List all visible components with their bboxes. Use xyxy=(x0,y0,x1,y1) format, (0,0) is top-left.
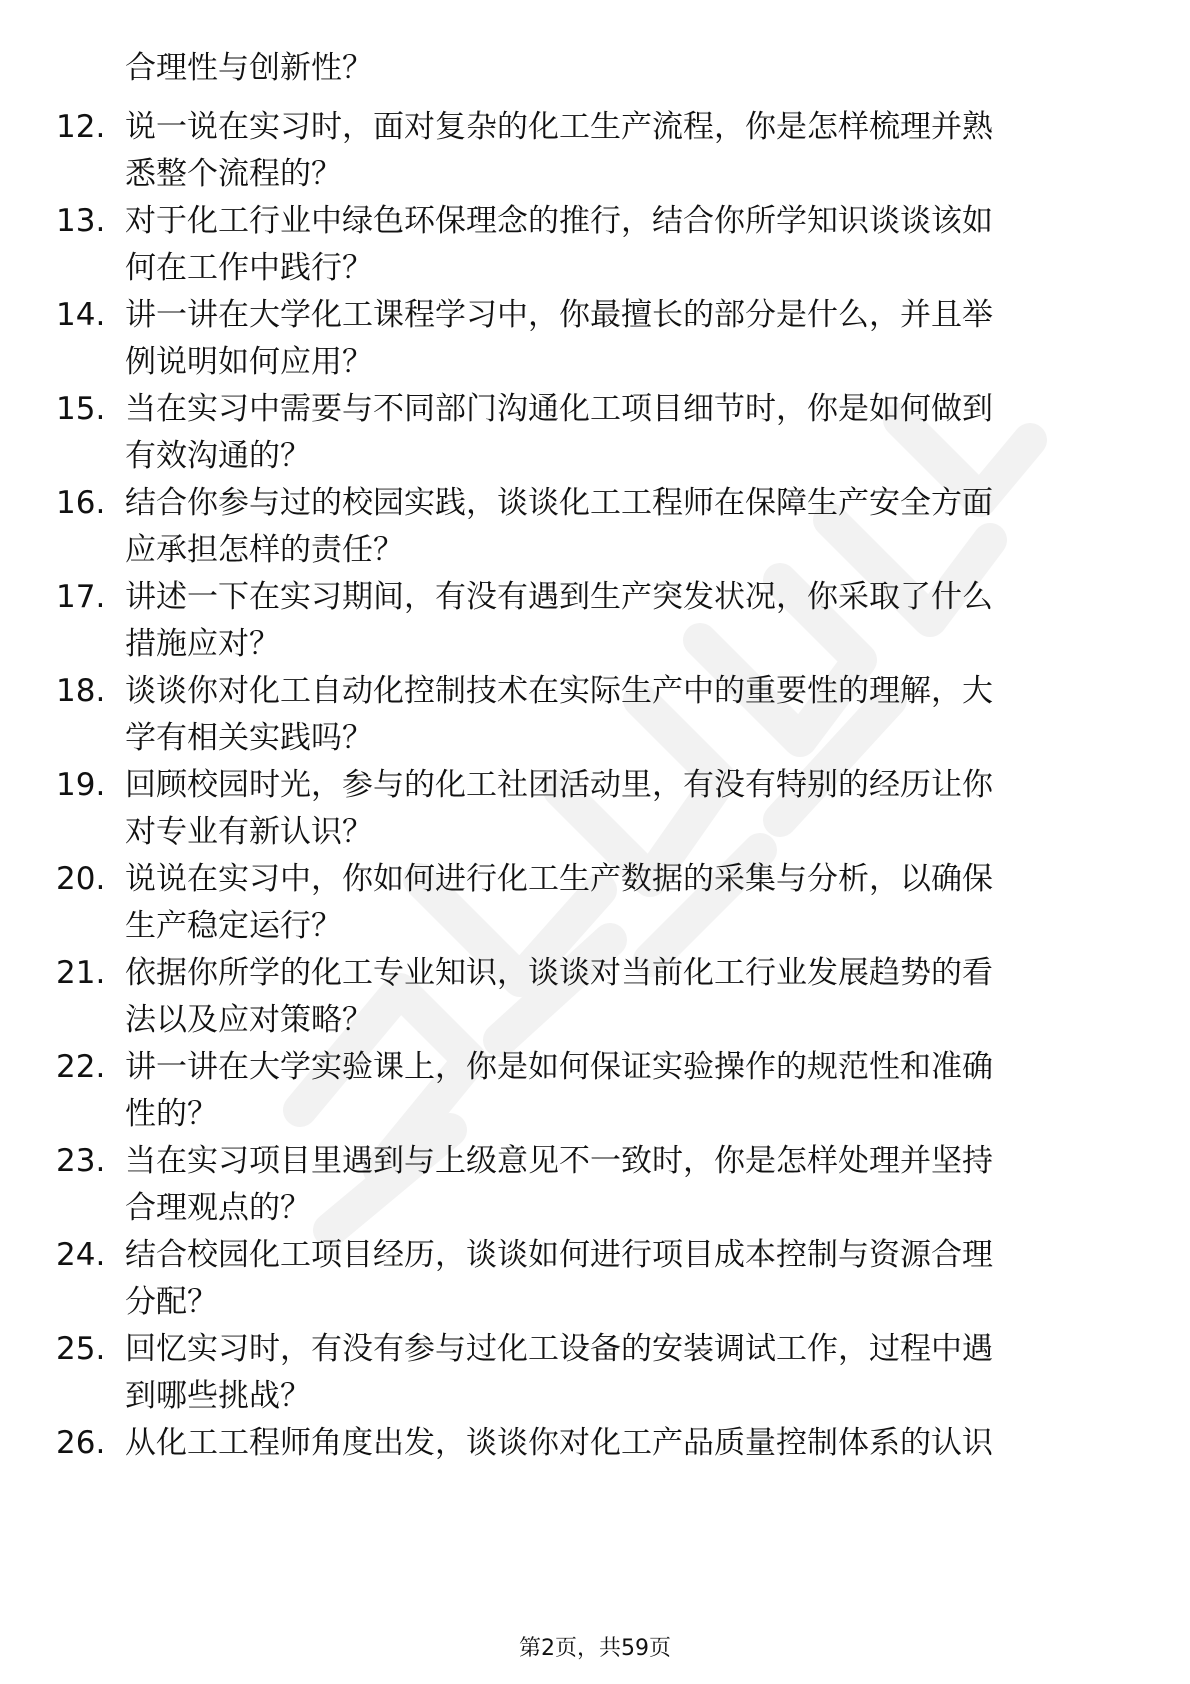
item-text-line: 措施应对？ xyxy=(125,626,280,662)
item-text-line: 回忆实习时，有没有参与过化工设备的安装调试工作，过程中遇 xyxy=(125,1331,993,1367)
item-text-line: 从化工工程师角度出发，谈谈你对化工产品质量控制体系的认识 xyxy=(125,1425,993,1461)
item-text xyxy=(125,950,1125,1044)
item-number: 20. xyxy=(56,861,106,897)
item-text-line: 讲述一下在实习期间，有没有遇到生产突发状况，你采取了什么 xyxy=(125,579,993,615)
item-text xyxy=(125,386,1125,480)
item-text xyxy=(125,1044,1125,1138)
item-text xyxy=(125,1326,1125,1420)
item-number: 25. xyxy=(56,1331,106,1367)
item-number: 22. xyxy=(56,1049,106,1085)
item-text xyxy=(125,198,1125,292)
item-number: 26. xyxy=(56,1425,106,1461)
item-text-line: 谈谈你对化工自动化控制技术在实际生产中的重要性的理解，大 xyxy=(125,673,993,709)
item-text-line: 到哪些挑战？ xyxy=(125,1378,311,1414)
item-number: 12. xyxy=(56,109,106,145)
item-text-line: 有效沟通的？ xyxy=(125,438,311,474)
item-number: 16. xyxy=(56,485,106,521)
continuation-line: 合理性与创新性？ xyxy=(125,50,373,86)
item-number: 21. xyxy=(56,955,106,991)
item-text xyxy=(125,1232,1125,1326)
item-number: 24. xyxy=(56,1237,106,1273)
item-text-line: 依据你所学的化工专业知识，谈谈对当前化工行业发展趋势的看 xyxy=(125,955,993,991)
item-text-line: 说说在实习中，你如何进行化工生产数据的采集与分析，以确保 xyxy=(125,861,993,897)
item-text xyxy=(125,104,1125,198)
item-text xyxy=(125,762,1125,856)
item-text-line: 何在工作中践行？ xyxy=(125,250,373,286)
item-text-line: 学有相关实践吗？ xyxy=(125,720,373,756)
item-number: 13. xyxy=(56,203,106,239)
item-number: 14. xyxy=(56,297,106,333)
item-text-line: 性的？ xyxy=(125,1096,218,1132)
item-number: 17. xyxy=(56,579,106,615)
page-footer: 第2页，共59页 xyxy=(519,1636,671,1661)
item-text xyxy=(125,668,1125,762)
item-text xyxy=(125,292,1125,386)
item-number: 19. xyxy=(56,767,106,803)
item-text xyxy=(125,574,1125,668)
item-text-line: 对专业有新认识？ xyxy=(125,814,373,850)
item-text-line: 当在实习中需要与不同部门沟通化工项目细节时，你是如何做到 xyxy=(125,391,993,427)
item-text-line: 应承担怎样的责任？ xyxy=(125,532,404,568)
item-text-line: 分配？ xyxy=(125,1284,218,1320)
item-text-line: 合理观点的？ xyxy=(125,1190,311,1226)
item-number: 18. xyxy=(56,673,106,709)
item-number: 23. xyxy=(56,1143,106,1179)
item-text-line: 当在实习项目里遇到与上级意见不一致时，你是怎样处理并坚持 xyxy=(125,1143,993,1179)
item-text xyxy=(125,856,1125,950)
item-text-line: 结合校园化工项目经历，谈谈如何进行项目成本控制与资源合理 xyxy=(125,1237,993,1273)
item-text-line: 生产稳定运行？ xyxy=(125,908,342,944)
item-text-line: 法以及应对策略？ xyxy=(125,1002,373,1038)
item-text-line: 例说明如何应用？ xyxy=(125,344,373,380)
item-text-line: 讲一讲在大学化工课程学习中，你最擅长的部分是什么，并且举 xyxy=(125,297,993,333)
item-text xyxy=(125,480,1125,574)
item-text xyxy=(125,1138,1125,1232)
item-text-line: 悉整个流程的？ xyxy=(125,156,342,192)
item-text-line: 回顾校园时光，参与的化工社团活动里，有没有特别的经历让你 xyxy=(125,767,993,803)
item-text-line: 说一说在实习时，面对复杂的化工生产流程，你是怎样梳理并熟 xyxy=(125,109,993,145)
item-text-line: 讲一讲在大学实验课上，你是如何保证实验操作的规范性和准确 xyxy=(125,1049,993,1085)
item-text xyxy=(125,1420,1125,1467)
item-text-line: 对于化工行业中绿色环保理念的推行，结合你所学知识谈谈该如 xyxy=(125,203,993,239)
item-text-line: 结合你参与过的校园实践，谈谈化工工程师在保障生产安全方面 xyxy=(125,485,993,521)
item-number: 15. xyxy=(56,391,106,427)
